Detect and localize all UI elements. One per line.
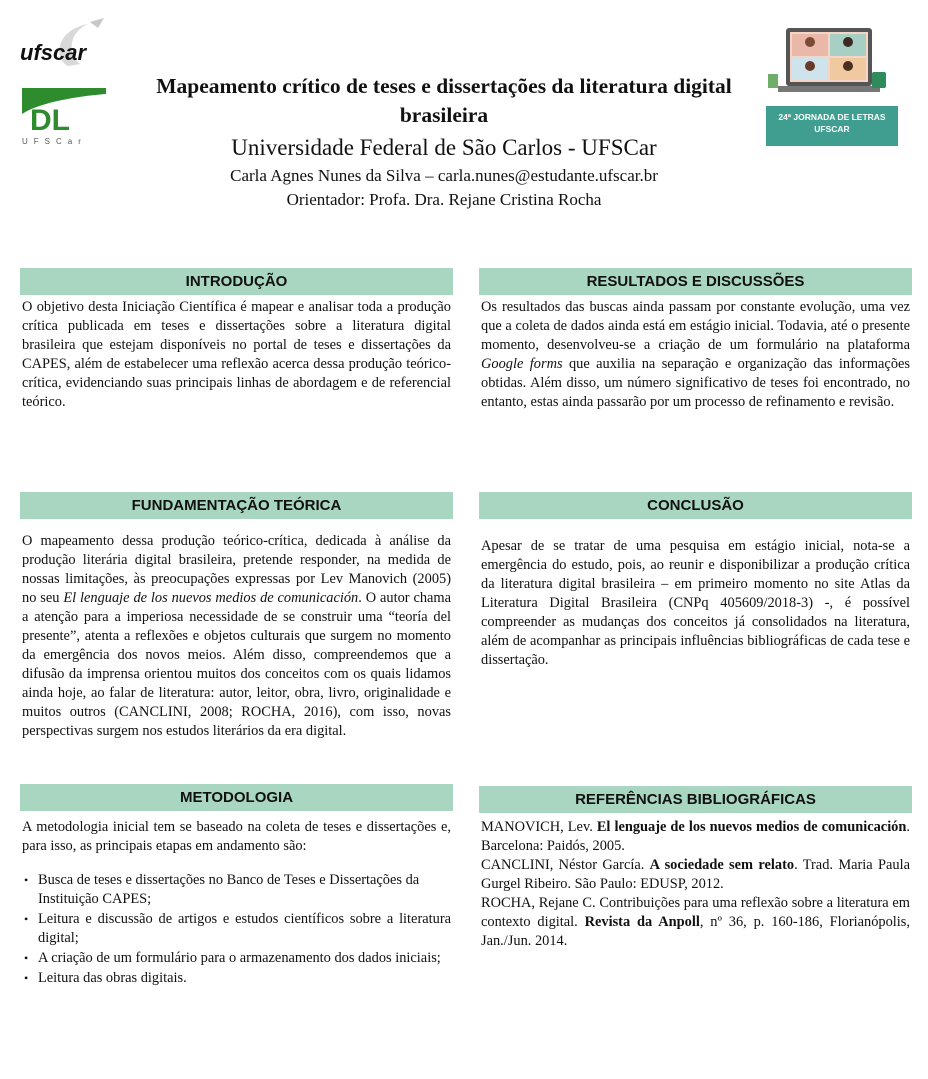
section-body-fundamentacao: [22, 532, 451, 741]
section-heading-metodologia: METODOLOGIA: [20, 784, 453, 811]
reference-title: A sociedade sem relato: [649, 857, 795, 873]
reference-title: Revista da Anpoll: [584, 914, 700, 930]
reference-text: . Barcelona: Paidós, 2005.: [481, 819, 910, 854]
reference-text: MANOVICH, Lev.: [481, 819, 597, 835]
logo-dl-subtext: UFSCar: [22, 137, 87, 146]
reference-title: El lenguaje de los nuevos medios de comunicación: [596, 819, 907, 835]
fundamentacao-text-b: . O autor chama a atenção para a imperiosa necessidade de se construir uma “teoría del presente”, atenta a reflexões e objetos culturais que surgem no momento da emergência dos novos meios. Além disso, compreendemos que a difusão da imprensa orientou muitos dos conceitos com os quais lidamos ainda hoje, ao falar de literatura: autor, leitor, obra, livro, originalidade e muitos outros (CANCLINI, 2008; ROCHA, 2016), com isso, novas perspectivas surgem nos estudos literários da era digital.: [22, 590, 451, 739]
fundamentacao-text-italic: El lenguaje de los nuevos medios de comunicación: [63, 590, 359, 606]
reference-text: , nº 36, p. 160-186, Florianópolis, Jan./Jun. 2014.: [481, 914, 910, 949]
poster-title: Mapeamento crítico de teses e dissertações da literatura digital brasileira: [156, 74, 732, 127]
event-title-line1: 24ª JORNADA DE LETRAS: [778, 112, 886, 122]
conclusao-text: Apesar de se tratar de uma pesquisa em estágio inicial, nota-se a emergência do estudo, pois, ao reunir e disponibilizar a produção crítica da literatura digital brasileira – em primeiro momento no site Atlas da Literatura Digital Brasileira (CNPq 405609/2018-3) -, é possível compreender as mudanças dos conceitos já consolidados na literatura, além de acompanhar as principais influências bibliográficas de cada tese e dissertação.: [481, 538, 910, 668]
metodologia-text: A metodologia inicial tem se baseado na coleta de teses e dissertações e, para isso, as principais etapas em andamento são:: [22, 819, 451, 854]
metodologia-list: [22, 871, 451, 988]
reference-text: CANCLINI, Néstor García.: [481, 857, 650, 873]
reference-item: [481, 894, 910, 951]
section-body-conclusao: [481, 537, 910, 670]
section-body-introducao: [22, 298, 451, 412]
section-heading-resultados: RESULTADOS E DISCUSSÕES: [479, 268, 912, 295]
reference-text: . Trad. Maria Paula Gurgel Ribeiro. São Paulo: EDUSP, 2012.: [481, 857, 910, 892]
section-heading-introducao: INTRODUÇÃO: [20, 268, 453, 295]
reference-item: [481, 856, 910, 894]
dl-logo: [20, 86, 108, 146]
list-item: • A criação de um formulário para o armazenamento dos dados iniciais;: [38, 949, 451, 968]
fundamentacao-text-a: O mapeamento dessa produção teórico-crítica, dedicada à análise da produção literária digital brasileira, pretende responder, na medida de nossas limitações, às preocupações expressas por Lev Manovich (2005) no seu: [22, 533, 451, 606]
list-item: • Busca de teses e dissertações no Banco de Teses e Dissertações da Instituição CAPES;: [38, 871, 451, 909]
author-line: Carla Agnes Nunes da Silva – carla.nunes@estudante.ufscar.br: [230, 166, 658, 185]
reference-item: [481, 818, 910, 856]
event-title-line2: UFSCAR: [814, 124, 850, 134]
ufscar-logo: [18, 18, 110, 80]
reference-text: ROCHA, Rejane C. Contribuições para uma reflexão sobre a literatura em contexto digital.: [481, 895, 910, 930]
section-heading-referencias: REFERÊNCIAS BIBLIOGRÁFICAS: [479, 786, 912, 813]
resultados-text-italic: Google forms: [481, 356, 563, 372]
logo-ufscar-text: ufscar: [20, 40, 87, 65]
resultados-text-a: Os resultados das buscas ainda passam por constante evolução, uma vez que a coleta de dados ainda está em estágio inicial. Todavia, até o presente momento, desenvolveu-se a criação de um formulário na plataforma: [481, 299, 910, 353]
section-body-referencias: [481, 818, 910, 951]
institution-name: Universidade Federal de São Carlos - UFSCar: [231, 135, 657, 160]
section-heading-fundamentacao: FUNDAMENTAÇÃO TEÓRICA: [20, 492, 453, 519]
list-item: • Leitura das obras digitais.: [38, 969, 451, 988]
section-body-resultados: [481, 298, 910, 412]
event-banner-image: [766, 22, 898, 146]
logo-dl-text: DL: [30, 104, 70, 137]
section-heading-conclusao: CONCLUSÃO: [479, 492, 912, 519]
advisor-line: Orientador: Profa. Dra. Rejane Cristina Rocha: [286, 190, 602, 209]
section-body-metodologia: [22, 818, 451, 989]
introducao-text: O objetivo desta Iniciação Científica é mapear e analisar toda a produção crítica publicada em teses e dissertações sobre a literatura digital brasileira que estejam disponíveis no portal de teses e dissertações da CAPES, além de estabelecer uma reflexão acerca dessa produção teórico-crítica, evidenciando suas principais linhas de abordagem e de referencial teórico.: [22, 299, 451, 410]
list-item: • Leitura e discussão de artigos e estudos científicos sobre a literatura digital;: [38, 910, 451, 948]
resultados-text-b: que auxilia na separação e organização das informações obtidas. Além disso, um número significativo de teses foi encontrado, no entanto, estas ainda passarão por um processo de refinamento e revisão.: [481, 356, 910, 410]
